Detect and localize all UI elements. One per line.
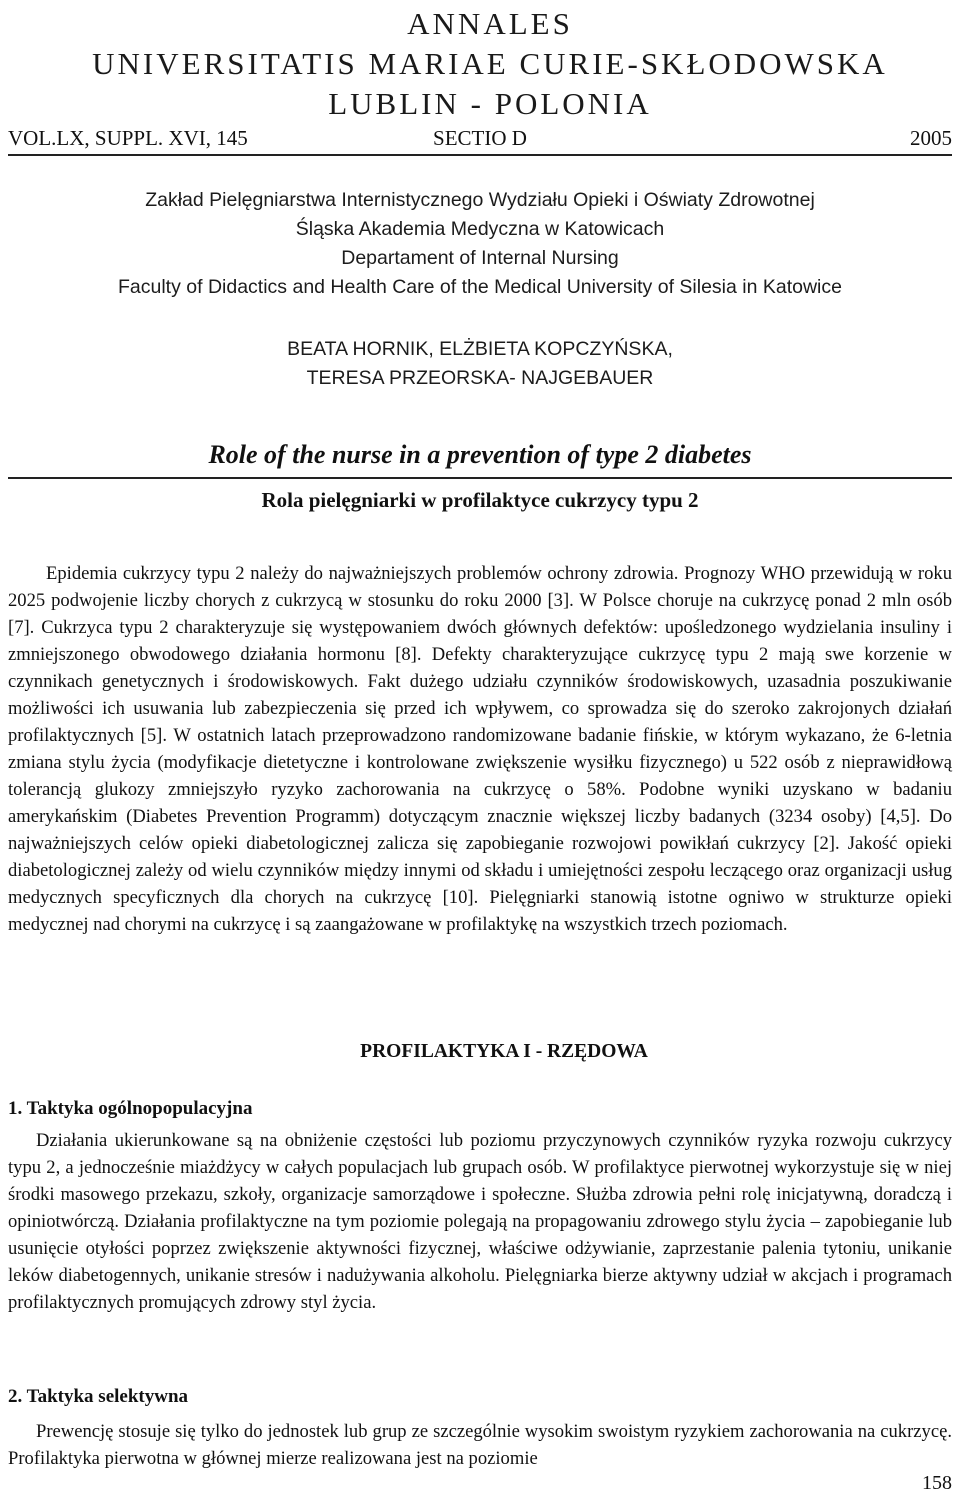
affiliation-line4: Faculty of Didactics and Health Care of the Medical University of Silesia in Katowice bbox=[118, 276, 842, 298]
intro-paragraph: Epidemia cukrzycy typu 2 należy do najważniejszych problemów ochrony zdrowia. Prognozy WHO przewidują w roku 2025 podwojenie liczby chorych z cukrzycą w stosunku do roku 2000 [3]. W Polsce choruje na cukrzycę ponad 2 mln osób [7]. Cukrzyca typu 2 charakteryzuje się występowaniem dwóch głównych defektów: upośledzonego wydzielania insuliny i zmniejszonego obwodowego działania hormonu [8]. Defekty charakteryzujące cukrzycę typu 2 mają swe korzenie w czynnikach genetycznych i środowiskowych. Fakt dużego udziału czynników środowiskowych, uzasadnia poszukiwanie możliwości ich usuwania lub zabezpieczenia się przed ich wpływem, co sprowadza się do szeroko zakrojonych działań profilaktycznych [5]. W ostatnich latach przeprowadzono randomizowane badanie fińskie, w którym wykazano, że 6-letnia zmiana stylu życia (modyfikacje dietetyczne i kontrolowane zwiększenie wysiłku fizycznego) u 522 osób z nieprawidłową tolerancją glukozy zmniejszyło ryzyko zachorowania na cukrzycę o 58%. Podobne wyniki uzyskano w badaniu amerykańskim (Diabetes Prevention Programm) dotyczącym znacznie większej liczby badanych (3234 osoby) [4,5]. Do najważniejszych celów opieki diabetologicznej zalicza się zapobieganie rozwojowi powikłań cukrzycy [2]. Jakość opieki diabetologicznej zależy od wielu czynników między innymi od składu i umiejętności zespołu leczącego oraz organizacji usług medycznych specyficznych dla chorych na cukrzycę [10]. Pielęgniarki stanowią istotne ogniwo w strukturze opieki medycznej nad chorymi na cukrzycę i są zaangażowane w profilaktykę na wszystkich trzech poziomach. bbox=[8, 563, 952, 935]
journal-title-line2: UNIVERSITATIS MARIAE CURIE-SKŁODOWSKA bbox=[92, 46, 888, 81]
section-label: SECTIO D bbox=[433, 126, 527, 150]
subsection2-heading: 2. Taktyka selektywna bbox=[8, 1386, 189, 1407]
article-title-english: Role of the nurse in a prevention of type 2 diabetes bbox=[208, 440, 752, 469]
authors-line2: TERESA PRZEORSKA- NAJGEBAUER bbox=[306, 367, 654, 389]
volume-label: VOL.LX, SUPPL. XVI, 145 bbox=[8, 126, 248, 150]
journal-title-line1: ANNALES bbox=[407, 6, 573, 41]
volume-line bbox=[8, 124, 952, 156]
title-divider bbox=[8, 477, 952, 479]
subsection1-heading: 1. Taktyka ogólnopopulacyjna bbox=[8, 1098, 253, 1119]
authors-line1: BEATA HORNIK, ELŻBIETA KOPCZYŃSKA, bbox=[287, 338, 673, 360]
affiliation-line1: Zakład Pielęgniarstwa Internistycznego Wydziału Opieki i Oświaty Zdrowotnej bbox=[145, 189, 815, 211]
page-number: 158 bbox=[922, 1472, 952, 1494]
subsection1-paragraph: Działania ukierunkowane są na obniżenie częstości lub poziomu przyczynowych czynników ryzyka rozwoju cukrzycy typu 2, a jednocześnie miażdżycy w całych populacjach lub grupach osób. W profilaktyce pierwotnej wykorzystuje się w niej środki masowego przekazu, szkoły, organizacje samorządowe i społeczne. Służba zdrowia pełni rolę inicjatywną, doradczą i opiniotwórczą. Działania profilaktyczne na tym poziomie polegają na propagowaniu zdrowego stylu życia – zapobieganie lub usunięcie otyłości poprzez zwiększenie aktywności fizycznej, właściwe odżywianie, zaprzestanie palenia tytoniu, unikanie leków diabetogennych, unikanie stresów i nadużywania alkoholu. Pielęgniarka bierze aktywny udział w akcjach i programach profilaktycznych promujących zdrowy styl życia. bbox=[8, 1130, 952, 1313]
year-label: 2005 bbox=[910, 126, 952, 150]
article-title-polish: Rola pielęgniarki w profilaktyce cukrzycy typu 2 bbox=[261, 488, 699, 512]
journal-title-line3: LUBLIN - POLONIA bbox=[328, 86, 652, 121]
subsection2-paragraph: Prewencję stosuje się tylko do jednostek lub grup ze szczególnie wysokim swoistym ryzykiem zachorowania na cukrzycę. Profilaktyka pierwotna w głównej mierze realizowana jest na poziomie bbox=[8, 1421, 952, 1469]
affiliation-line3: Departament of Internal Nursing bbox=[341, 247, 619, 269]
affiliation-line2: Śląska Akademia Medyczna w Katowicach bbox=[295, 218, 665, 240]
section-heading: PROFILAKTYKA I - RZĘDOWA bbox=[360, 1041, 648, 1062]
